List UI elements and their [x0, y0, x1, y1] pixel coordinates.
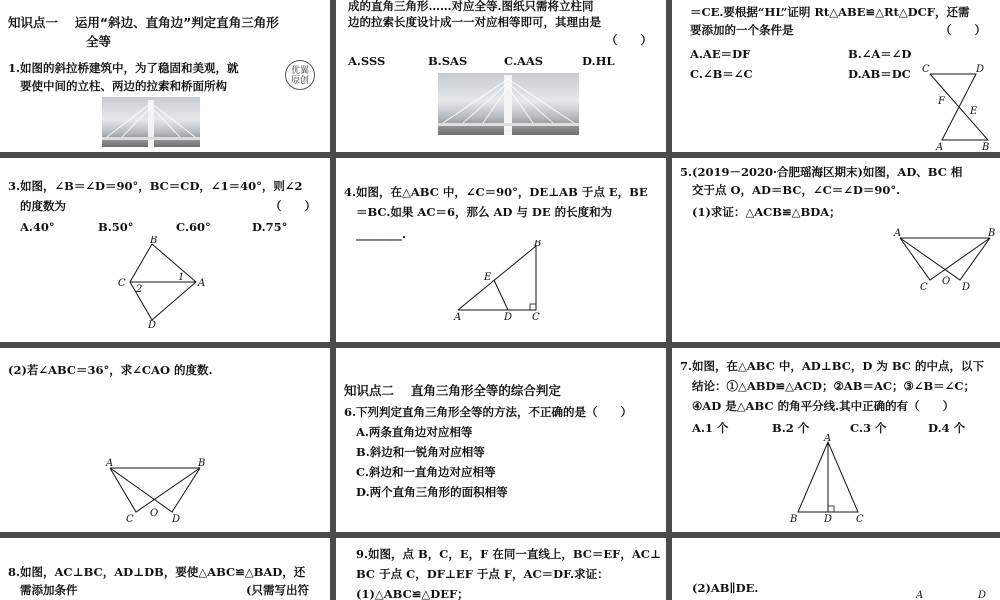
label-d: D — [504, 312, 513, 323]
label-b: B — [988, 228, 996, 239]
section-heading-2: 知识点二 直角三角形全等的综合判定 — [344, 383, 561, 398]
option-b: B.50° — [98, 220, 134, 234]
panel-q3 — [0, 158, 330, 342]
label-d: D — [824, 514, 833, 525]
label-c: C — [118, 278, 126, 289]
option-b: B.SAS — [428, 54, 468, 68]
question-7-line-3: ④AD 是△ABC 的角平分线.其中正确的有（ ） — [692, 399, 955, 413]
label-c: C — [856, 514, 864, 525]
panel-q9 — [336, 538, 666, 600]
label-c: C — [920, 282, 928, 293]
option-d: D.75° — [252, 220, 288, 234]
figure-right-triangle — [448, 240, 548, 326]
question-7-line-2: 结论：①△ABD≌△ACD；②AB＝AC；③∠B＝∠C； — [692, 379, 975, 393]
figure-crossed-triangles-2 — [100, 456, 210, 526]
answer-paren: （ ） — [270, 199, 316, 213]
label-d: D — [172, 514, 181, 525]
question-2-line-2: 边的拉索长度设计成一一对应相等即可，其理由是 — [348, 15, 601, 29]
label-d: D — [976, 64, 985, 75]
question-9-line-1: 9.如图，点 B，C，E，F 在同一直线上，BC＝EF，AC⊥ — [356, 547, 661, 561]
label-b: B — [150, 236, 158, 246]
question-8-line-1: 8.如图，AC⊥BC，AD⊥DB，要使△ABC≌△BAD，还 — [8, 565, 306, 579]
label-d: D — [978, 590, 987, 600]
panel-q7 — [672, 348, 1000, 532]
option-d: D.4 个 — [928, 421, 966, 435]
bridge-drawing — [102, 97, 200, 147]
label-c: C — [532, 312, 540, 323]
figure-isosceles — [784, 434, 874, 528]
bridge-photo-large — [438, 73, 579, 135]
label-a: A — [916, 590, 924, 600]
question-7-line-1: 7.如图，在△ABC 中，AD⊥BC，D 为 BC 的中点，以下 — [680, 359, 984, 373]
answer-paren: （ ） — [940, 23, 986, 37]
question-1-line-2: 要使中间的立柱、两边的拉索和桥面所构 — [20, 79, 227, 93]
question-5-part-2: (2)若∠ABC＝36°，求∠CAO 的度数. — [8, 363, 213, 377]
panel-q8 — [0, 538, 330, 600]
question-5-line-2: 交于点 O，AD＝BC，∠C＝∠D＝90°. — [692, 183, 901, 197]
question-5-line-1: 5.(2019－2020·合肥瑶海区期末)如图，AD、BC 相 — [680, 165, 963, 179]
question-8-line-2-note: (只需写出符 — [246, 583, 309, 597]
label-a: A — [198, 278, 206, 289]
label-d: D — [962, 282, 971, 293]
option-d: D.两个直角三角形的面积相等 — [356, 485, 508, 499]
option-d: D.AB＝DC — [848, 67, 911, 81]
question-5-part-1: (1)求证：△ACB≌△BDA； — [692, 205, 841, 219]
section-heading-1-cont: 全等 — [86, 34, 112, 49]
option-c: C.AAS — [504, 54, 544, 68]
question-2b-line-1: ＝CE.要根据“HL”证明 Rt△ABE≌△Rt△DCF，还需 — [690, 5, 970, 19]
option-b: B.2 个 — [772, 421, 810, 435]
question-1-line-1: 1.如图的斜拉桥建筑中，为了稳固和美观，就 — [8, 61, 239, 75]
label-e: E — [484, 272, 492, 283]
panel-q2 — [336, 0, 666, 152]
option-a: A.两条直角边对应相等 — [356, 425, 473, 439]
question-3-line-2: 的度数为 — [20, 199, 66, 213]
label-a: A — [106, 458, 114, 469]
label-a: A — [824, 434, 832, 444]
option-b: B.斜边和一锐角对应相等 — [356, 445, 485, 459]
section-heading-1: 知识点一 运用“斜边、直角边”判定直角三角形 — [8, 15, 279, 30]
label-d: D — [148, 320, 157, 328]
bridge-drawing-large — [438, 73, 579, 135]
option-c: C.60° — [176, 220, 211, 234]
figure-bowtie — [918, 60, 990, 150]
panel-q9-part2 — [672, 538, 1000, 600]
option-d: D.HL — [582, 54, 615, 68]
option-a: A.SSS — [348, 54, 386, 68]
option-a: A.40° — [20, 220, 55, 234]
option-a: A.AE＝DF — [690, 47, 751, 61]
label-f: F — [938, 96, 945, 107]
panel-q4 — [336, 158, 666, 342]
label-b: B — [790, 514, 798, 525]
panel-q5 — [672, 158, 1000, 342]
answer-blank: ________. — [356, 227, 407, 241]
panel-section-2 — [336, 348, 666, 532]
question-2-line-1: 成的直角三角形……对应全等.图纸只需将立柱同 — [348, 0, 594, 13]
label-c: C — [922, 64, 930, 75]
label-b: B — [982, 142, 990, 150]
label-a: A — [454, 312, 462, 323]
option-c: C.3 个 — [850, 421, 887, 435]
original-stamp-icon: 优翼 原创 — [285, 60, 315, 90]
label-o: O — [150, 508, 159, 519]
panel-q5-part2 — [0, 348, 330, 532]
option-b: B.∠A＝∠D — [848, 47, 912, 61]
label-b: B — [198, 458, 206, 469]
option-c: C.∠B＝∠C — [690, 67, 753, 81]
question-3-line-1: 3.如图，∠B＝∠D＝90°，BC＝CD，∠1＝40°，则∠2 — [8, 179, 303, 193]
question-6: 6.下列判定直角三角形全等的方法，不正确的是（ ） — [344, 405, 633, 419]
label-angle-2: 2 — [136, 284, 143, 295]
option-a: A.1 个 — [692, 421, 729, 435]
option-c: C.斜边和一直角边对应相等 — [356, 465, 496, 479]
figure-crossed-triangles — [890, 224, 1000, 294]
panel-q1 — [0, 0, 330, 152]
label-c: C — [126, 514, 134, 525]
question-2b-line-2: 要添加的一个条件是 — [690, 23, 794, 37]
label-a: A — [894, 228, 902, 239]
label-b: B — [534, 240, 542, 249]
question-4-line-2: ＝BC.如果 AC＝6，那么 AD 与 DE 的长度和为 — [356, 205, 613, 219]
question-9-line-2: BC 于点 C，DF⊥EF 于点 F，AC＝DF.求证： — [356, 567, 609, 581]
question-8-line-2: 需添加条件 — [20, 583, 78, 597]
bridge-photo — [102, 97, 200, 147]
label-o: O — [942, 276, 951, 287]
question-4-line-1: 4.如图，在△ABC 中，∠C＝90°，DE⊥AB 于点 E，BE — [344, 185, 648, 199]
label-angle-1: 1 — [178, 272, 185, 283]
figure-parallel-partial — [902, 586, 992, 600]
question-9-part-2: (2)AB∥DE. — [692, 581, 759, 595]
question-9-part-1: (1)△ABC≌△DEF； — [356, 587, 469, 600]
figure-kite — [112, 236, 212, 328]
label-a: A — [936, 142, 944, 150]
panel-q2-cont — [672, 0, 1000, 152]
label-e: E — [970, 106, 978, 117]
answer-paren: （ ） — [606, 33, 652, 47]
